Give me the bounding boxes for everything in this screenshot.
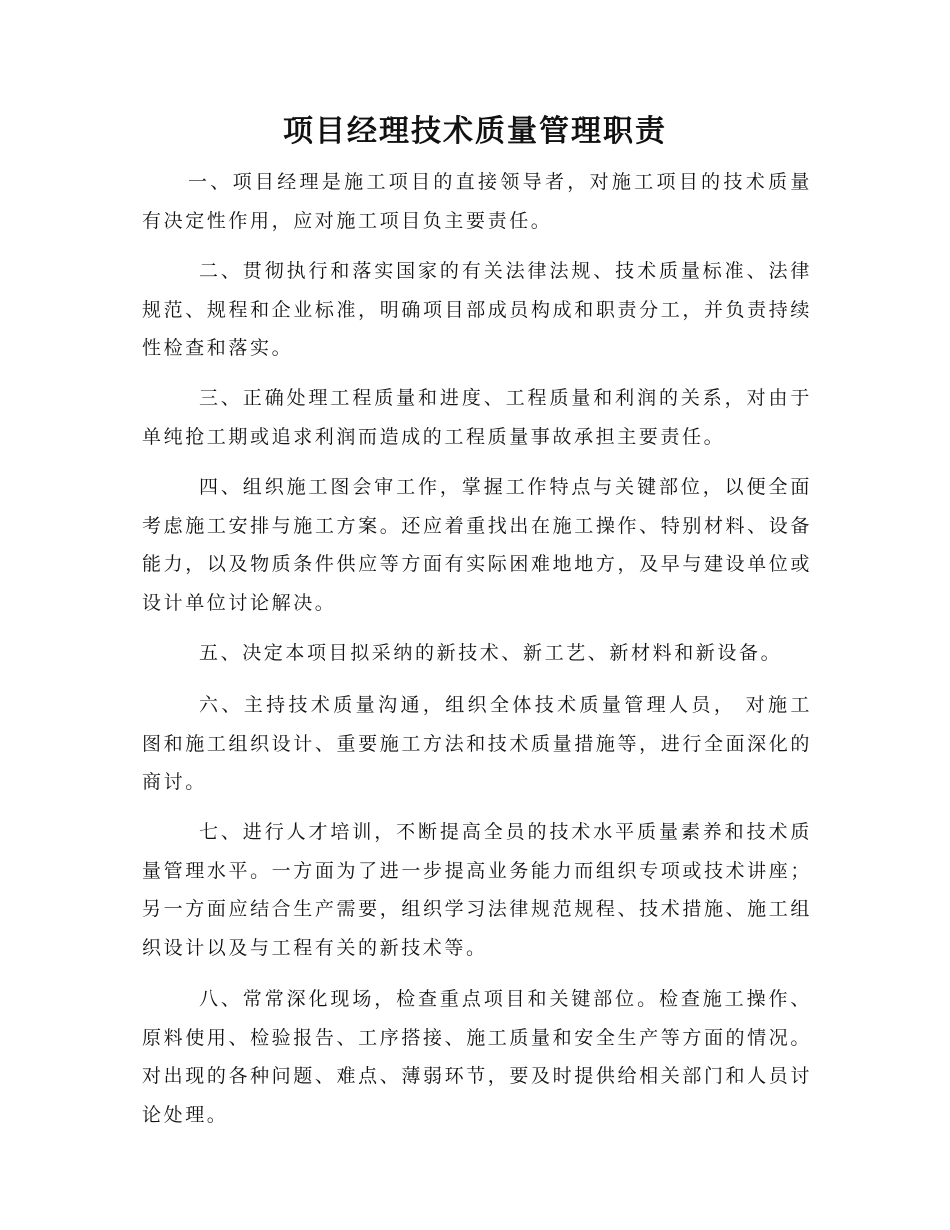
paragraph-6: 六、主持技术质量沟通，组织全体技术质量管理人员， 对施工图和施工组织设计、重要施工方法和技术质量措施等，进行全面深化的商讨。	[142, 694, 812, 793]
page-title: 项目经理技术质量管理职责	[283, 114, 667, 149]
paragraph-7: 七、进行人才培训，不断提高全员的技术水平质量素养和技术质量管理水平。一方面为了进一步提高业务能力而组织专项或技术讲座；另一方面应结合生产需要，组织学习法律规范规程、技术措施、施工组织设计以及与工程有关的新技术等。	[142, 821, 812, 959]
paragraph-2: 二、贯彻执行和落实国家的有关法律法规、技术质量标准、法律规范、规程和企业标准，明确项目部成员构成和职责分工，并负责持续性检查和落实。	[142, 260, 812, 359]
paragraph-1: 一、项目经理是施工项目的直接领导者，对施工项目的技术质量有决定性作用，应对施工项目负主要责任。	[142, 171, 812, 232]
paragraph-5: 五、决定本项目拟采纳的新技术、新工艺、新材料和新设备。	[199, 642, 783, 664]
paragraph-8: 八、常常深化现场，检查重点项目和关键部位。检查施工操作、原料使用、检验报告、工序搭接、施工质量和安全生产等方面的情况。对出现的各种问题、难点、薄弱环节，要及时提供给相关部门和人员讨论处理。	[142, 988, 812, 1126]
paragraph-4: 四、组织施工图会审工作，掌握工作特点与关键部位，以便全面考虑施工安排与施工方案。还应着重找出在施工操作、特别材料、设备能力，以及物质条件供应等方面有实际困难地地方，及早与建设单位或设计单位讨论解决。	[142, 476, 812, 614]
paragraph-3: 三、正确处理工程质量和进度、工程质量和利润的关系，对由于单纯抢工期或追求利润而造成的工程质量事故承担主要责任。	[142, 387, 812, 448]
